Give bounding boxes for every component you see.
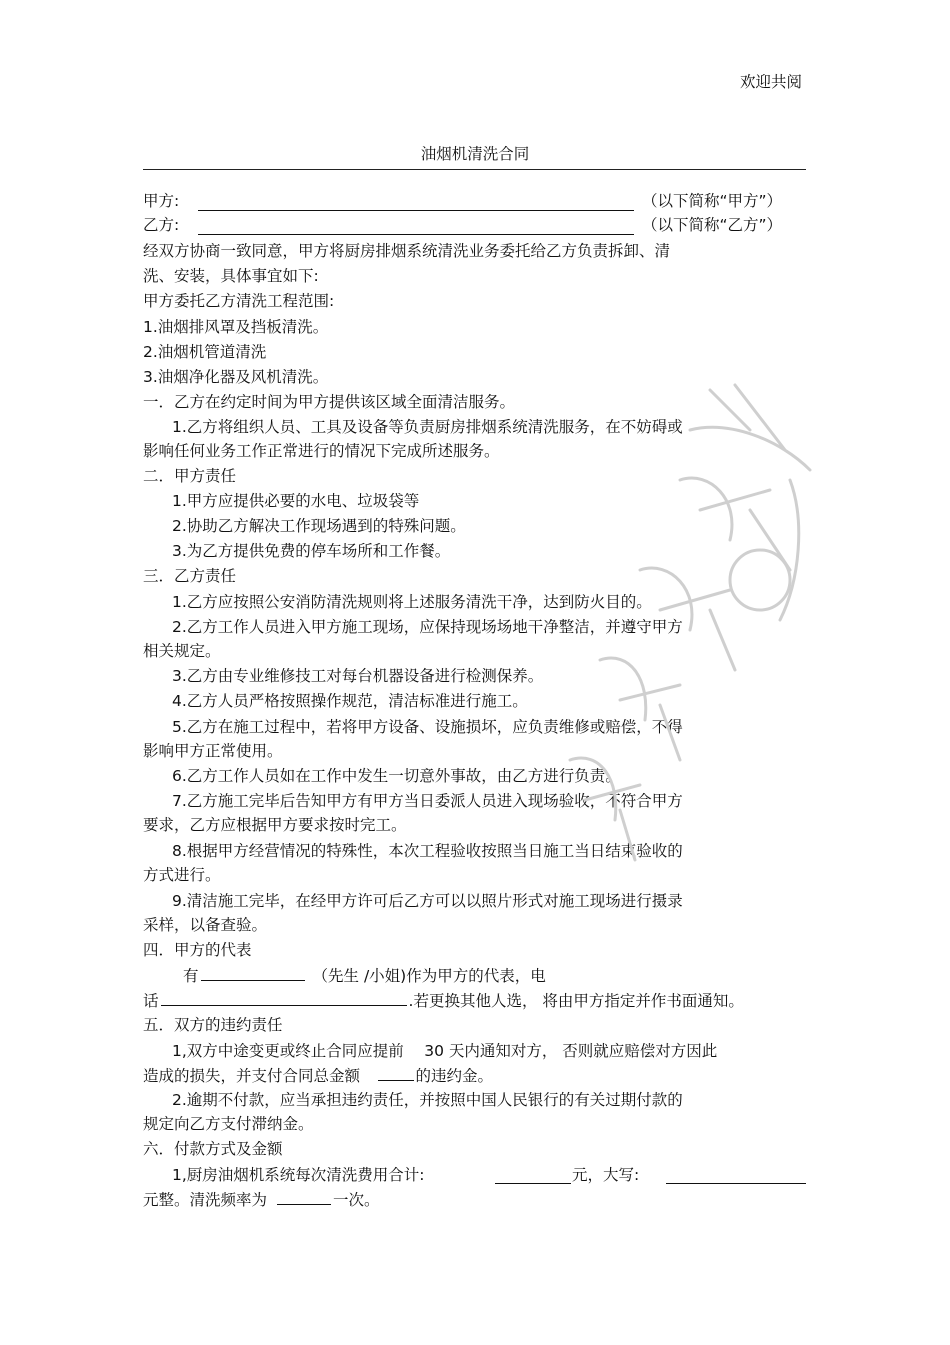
representative-line: [183, 963, 546, 988]
paragraph-line: 1.乙方将组织人员、工具及设备等负责厨房排烟系统清洗服务，在不妨碍或: [172, 418, 683, 436]
list-item: 7.乙方施工完毕后告知甲方有甲方当日委派人员进入现场验收，不符合甲方: [172, 792, 683, 810]
document-title: 油烟机清洗合同: [420, 145, 530, 163]
penalty-prefix: 造成的损失，并支付合同总金额: [143, 1067, 376, 1085]
list-item: 4.乙方人员严格按照操作规范，清洁标准进行施工。: [172, 692, 528, 710]
frequency-line: [143, 1187, 380, 1212]
paragraph-line: [143, 1063, 493, 1088]
phone-blank: [161, 988, 407, 1006]
list-item: 9.清洁施工完毕，在经甲方许可后乙方可以以照片形式对施工现场进行摄录: [172, 892, 683, 910]
section-3-heading: 三．乙方责任: [143, 567, 237, 585]
paragraph-line: 规定向乙方支付滞纳金。: [143, 1115, 314, 1133]
phone-suffix: .若更换其他人选， 将由甲方指定并作书面通知。: [408, 992, 744, 1010]
representative-name-blank: [201, 963, 305, 981]
representative-suffix: （先生 /小姐)作为甲方的代表，电: [312, 967, 546, 985]
list-item: 2.协助乙方解决工作现场遇到的特殊问题。: [172, 517, 466, 535]
list-item: 3.为乙方提供免费的停车场所和工作餐。: [172, 542, 451, 560]
penalty-suffix: 的违约金。: [415, 1067, 494, 1085]
list-item: 6.乙方工作人员如在工作中发生一切意外事故，由乙方进行负责。: [172, 767, 621, 785]
scope-item: 2.油烟机管道清洗: [143, 343, 267, 361]
section-5-heading: 五．双方的违约责任: [143, 1016, 283, 1034]
list-item-cont: 采样，以备查验。: [143, 916, 268, 934]
phone-line: [143, 988, 744, 1013]
party-b-label: 乙方:: [143, 216, 180, 234]
fee-uppercase-blank: [666, 1183, 806, 1184]
paragraph-line: 影响任何业务工作正常进行的情况下完成所述服务。: [143, 442, 500, 460]
paragraph-line: 1,双方中途变更或终止合同应提前 30 天内通知对方， 否则就应赔偿对方因此: [172, 1042, 718, 1060]
scope-item: 3.油烟净化器及风机清洗。: [143, 368, 329, 386]
list-item: 3.乙方由专业维修技工对每台机器设备进行检测保养。: [172, 667, 544, 685]
title-rule: [143, 169, 806, 170]
list-item: 2.乙方工作人员进入甲方施工现场，应保持现场场地干净整洁，并遵守甲方: [172, 618, 683, 636]
penalty-amount-blank: [378, 1063, 414, 1081]
party-b-suffix: （以下简称“乙方”）: [642, 216, 783, 234]
representative-prefix: 有: [183, 967, 199, 985]
party-a-suffix: （以下简称“甲方”）: [642, 192, 783, 210]
intro-line: 洗、安装，具体事宜如下:: [143, 267, 319, 285]
party-b-blank: [198, 234, 634, 235]
paragraph-line: 2.逾期不付款，应当承担违约责任，并按照中国人民银行的有关过期付款的: [172, 1091, 683, 1109]
list-item: 1.甲方应提供必要的水电、垃圾袋等: [172, 492, 420, 510]
party-a-label: 甲方:: [143, 192, 180, 210]
intro-line: 经双方协商一致同意，甲方将厨房排烟系统清洗业务委托给乙方负责拆卸、清: [143, 242, 671, 260]
section-1-heading: 一．乙方在约定时间为甲方提供该区域全面清洁服务。: [143, 393, 516, 411]
list-item-cont: 方式进行。: [143, 866, 221, 884]
section-4-heading: 四．甲方的代表: [143, 941, 252, 959]
phone-prefix: 话: [143, 992, 159, 1010]
fee-uppercase-label: 元，大写:: [572, 1166, 640, 1184]
section-2-heading: 二．甲方责任: [143, 467, 237, 485]
frequency-prefix: 元整。清洗频率为: [143, 1191, 268, 1209]
frequency-suffix: 一次。: [333, 1191, 380, 1209]
frequency-blank: [277, 1187, 331, 1205]
section-6-heading: 六．付款方式及金额: [143, 1140, 283, 1158]
list-item: 1.乙方应按照公安消防清洗规则将上述服务清洗干净，达到防火目的。: [172, 593, 652, 611]
seal-watermark: [560, 360, 840, 920]
list-item: 8.根据甲方经营情况的特殊性，本次工程验收按照当日施工当日结束验收的: [172, 842, 683, 860]
header-note: 欢迎共阅: [739, 73, 802, 91]
scope-heading: 甲方委托乙方清洗工程范围:: [143, 292, 335, 310]
fee-line: 1,厨房油烟机系统每次清洗费用合计:: [172, 1166, 425, 1184]
fee-amount-blank: [495, 1183, 571, 1184]
party-a-blank: [198, 210, 634, 211]
list-item-cont: 影响甲方正常使用。: [143, 742, 283, 760]
list-item-cont: 要求，乙方应根据甲方要求按时完工。: [143, 816, 407, 834]
list-item-cont: 相关规定。: [143, 642, 221, 660]
list-item: 5.乙方在施工过程中，若将甲方设备、设施损坏，应负责维修或赔偿，不得: [172, 718, 683, 736]
scope-item: 1.油烟排风罩及挡板清洗。: [143, 318, 329, 336]
